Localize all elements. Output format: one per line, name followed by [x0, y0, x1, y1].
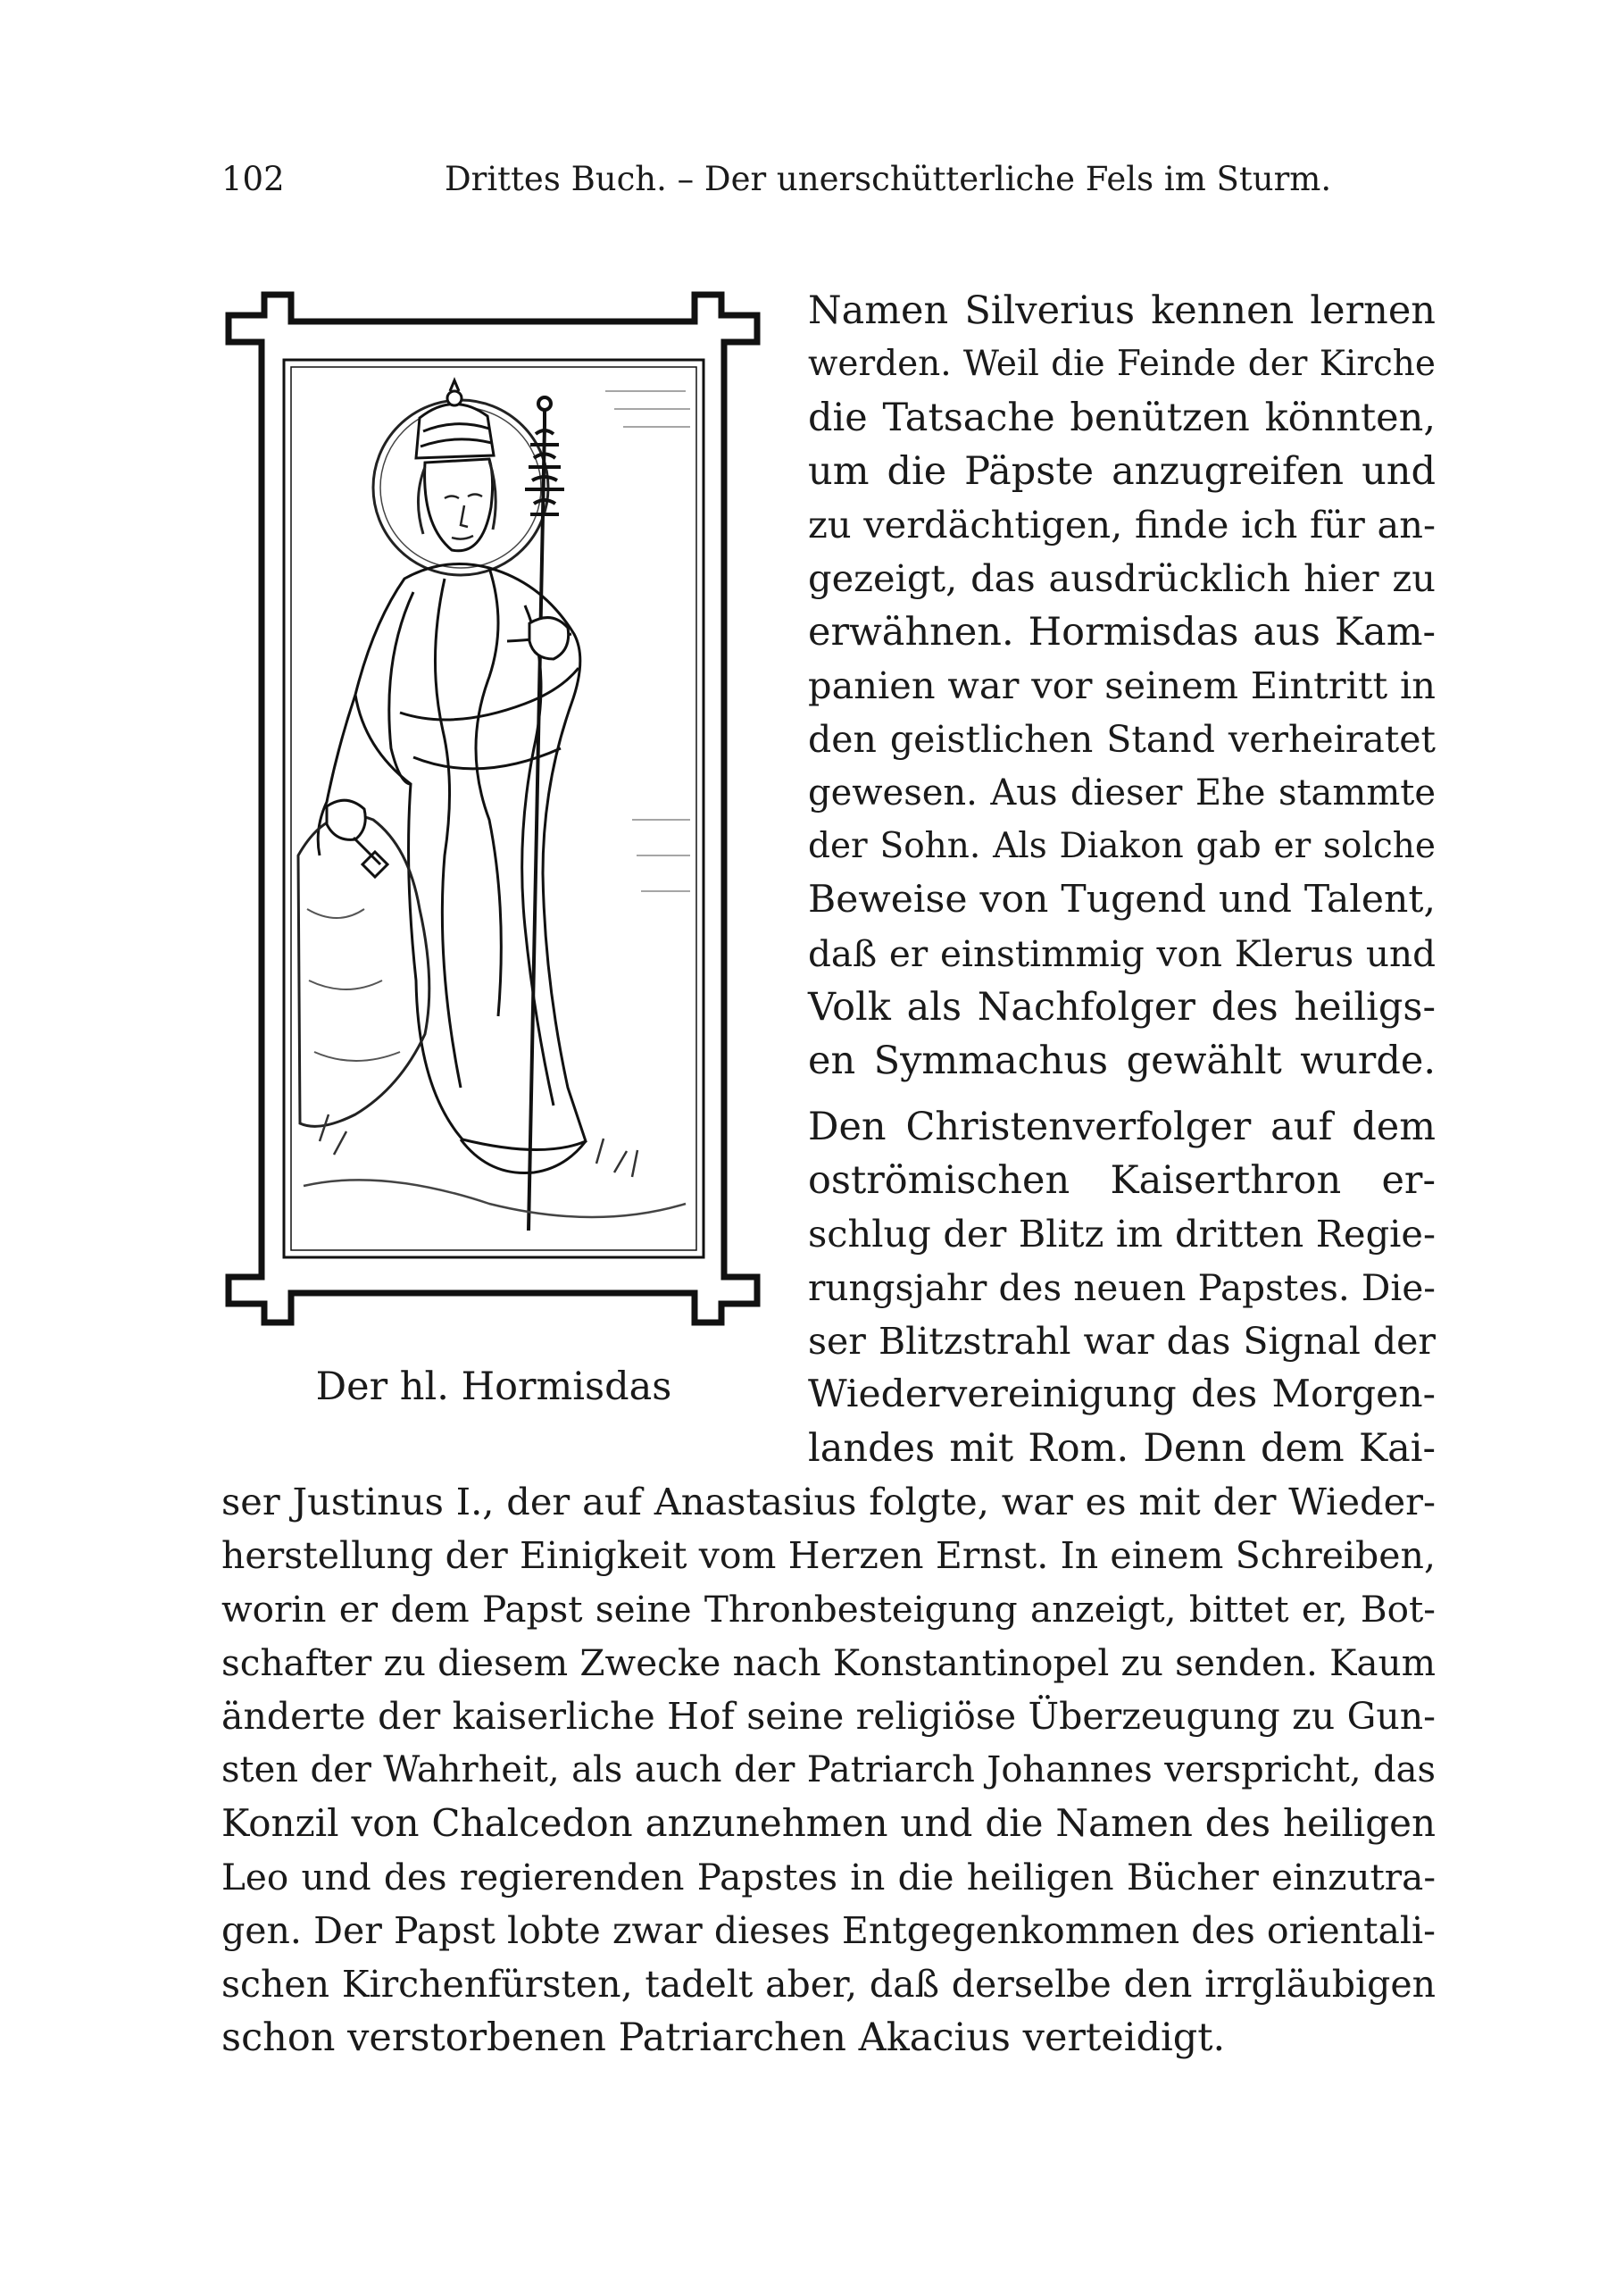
- text-line: ser Justinus I., der auf Anastasius folgte, war es mit der Wieder-: [221, 1480, 1436, 1523]
- text-line: schlug der Blitz im dritten Regie-: [808, 1212, 1436, 1256]
- text-line: en Symmachus gewählt wurde.: [808, 1039, 1436, 1083]
- text-line: gewesen. Aus dieser Ehe stammte: [808, 772, 1436, 814]
- text-line: rungsjahr des neuen Papstes. Die-: [808, 1266, 1436, 1309]
- text-line: werden. Weil die Feinde der Kirche: [808, 344, 1436, 384]
- text-line: Volk als Nachfolger des heiligs-: [808, 985, 1436, 1030]
- text-line: ser Blitzstrahl war das Signal der: [808, 1320, 1436, 1363]
- text-line: änderte der kaiserliche Hof seine religiöse Überzeugung zu Gun-: [221, 1695, 1436, 1738]
- text-line: herstellung der Einigkeit vom Herzen Ernst. In einem Schreiben,: [221, 1534, 1436, 1577]
- text-line: um die Päpste anzugreifen und: [808, 449, 1436, 494]
- text-line: Leo und des regierenden Papstes in die heiligen Bücher einzutra-: [221, 1856, 1436, 1898]
- text-line: gezeigt, das ausdrücklich hier zu: [808, 556, 1436, 600]
- text-line: landes mit Rom. Denn dem Kai-: [808, 1426, 1436, 1471]
- text-line: die Tatsache benützen könnten,: [808, 396, 1436, 440]
- text-line: den geistlichen Stand verheiratet: [808, 718, 1436, 761]
- text-line-last: schon verstorbenen Patriarchen Akacius verteidigt.: [221, 2015, 1226, 2060]
- text-line: oströmischen Kaiserthron er-: [808, 1158, 1436, 1203]
- running-head: Drittes Buch. – Der unerschütterliche Fels im Sturm.: [445, 160, 1332, 198]
- page-number: 102: [221, 160, 285, 198]
- text-line: panien war vor seinem Eintritt in: [808, 663, 1436, 707]
- text-line: Wiedervereinigung des Morgen-: [808, 1373, 1436, 1416]
- text-line: schafter zu diesem Zwecke nach Konstantinopel zu senden. Kaum: [221, 1641, 1436, 1684]
- text-line: worin er dem Papst seine Thronbesteigung anzeigt, bittet er, Bot-: [221, 1588, 1436, 1631]
- text-line: schen Kirchenfürsten, tadelt aber, daß derselbe den irrgläubigen: [221, 1963, 1436, 2006]
- text-line: gen. Der Papst lobte zwar dieses Entgegenkommen des orientali-: [221, 1909, 1436, 1952]
- page-header: [221, 157, 1436, 202]
- text-line: der Sohn. Als Diakon gab er solche: [808, 826, 1436, 866]
- text-line: Namen Silverius kennen lernen: [808, 288, 1436, 333]
- hormisdas-woodcut-illustration: [221, 284, 766, 1338]
- text-line: Den Christenverfolger auf dem: [808, 1105, 1436, 1149]
- text-line: daß er einstimmig von Klerus und: [808, 932, 1436, 975]
- text-line: sten der Wahrheit, als auch der Patriarch Johannes verspricht, das: [221, 1749, 1436, 1790]
- illustration-figure: [221, 284, 766, 1445]
- text-line: erwähnen. Hormisdas aus Kam-: [808, 610, 1436, 655]
- text-line: zu verdächtigen, finde ich für an-: [808, 503, 1436, 547]
- figure-caption: Der hl. Hormisdas: [315, 1364, 672, 1409]
- text-line: Konzil von Chalcedon anzunehmen und die Namen des heiligen: [221, 1801, 1436, 1845]
- text-line: Beweise von Tugend und Talent,: [808, 878, 1436, 922]
